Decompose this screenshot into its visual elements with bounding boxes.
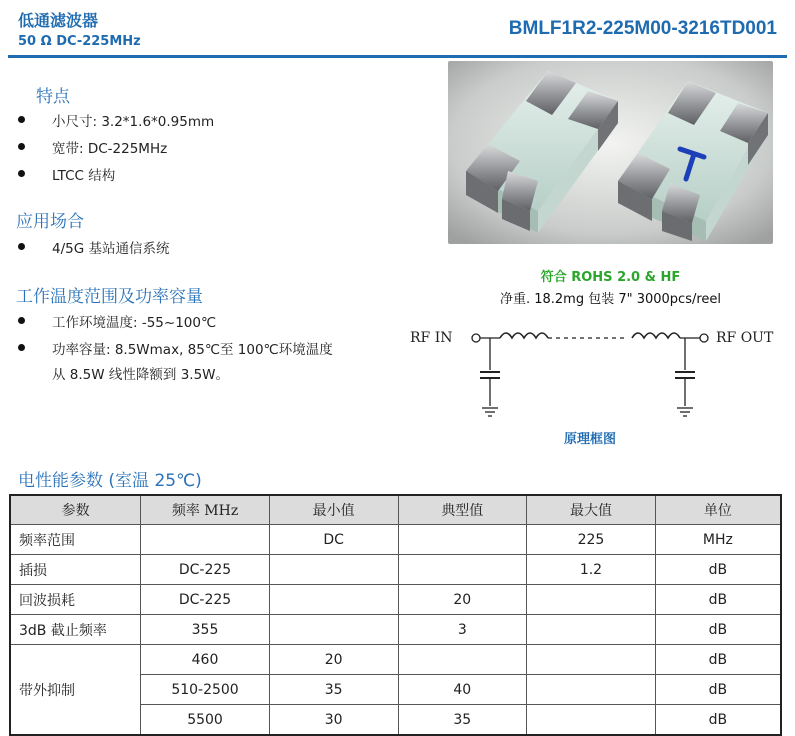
table-cell: 频率范围 <box>10 525 141 555</box>
table-header-row <box>10 495 781 525</box>
table-cell: 225 <box>527 525 656 555</box>
table-cell: 20 <box>269 645 398 675</box>
table-cell <box>141 525 270 555</box>
rf-in-label: RF IN <box>410 330 453 346</box>
schematic-caption: 原理框图 <box>563 432 616 447</box>
table-cell: 3 <box>398 615 527 645</box>
table-cell: 插损 <box>10 555 141 585</box>
table-cell: dB <box>655 585 781 615</box>
bullet-icon <box>18 170 25 177</box>
table-cell <box>269 615 398 645</box>
bullet-icon <box>18 317 25 324</box>
table-cell <box>398 555 527 585</box>
table-row <box>10 645 781 675</box>
table-title: 电性能参数 (室温 25℃) <box>18 471 202 491</box>
table-cell: 5500 <box>141 705 270 736</box>
capacitor-right-icon <box>675 338 695 416</box>
table-cell: 3dB 截止频率 <box>10 615 141 645</box>
table-cell <box>269 585 398 615</box>
rohs-compliance: 符合 ROHS 2.0 & HF <box>540 270 681 285</box>
table-row <box>10 555 781 585</box>
table-cell <box>527 585 656 615</box>
table-cell: dB <box>655 645 781 675</box>
table-cell: dB <box>655 615 781 645</box>
table-cell: DC <box>269 525 398 555</box>
table-cell: 20 <box>398 585 527 615</box>
column-header: 最大值 <box>527 495 656 525</box>
header-divider <box>8 55 787 58</box>
table-row <box>10 585 781 615</box>
table-row <box>10 525 781 555</box>
bullet-icon <box>18 143 25 150</box>
table-cell <box>398 645 527 675</box>
table-cell: 回波损耗 <box>10 585 141 615</box>
features-title: 特点 <box>36 87 70 107</box>
product-photo <box>448 61 773 244</box>
list-item-continuation: 从 8.5W 线性降额到 3.5W。 <box>52 367 230 383</box>
column-header: 参数 <box>10 495 141 525</box>
table-cell: 355 <box>141 615 270 645</box>
schematic-diagram <box>400 318 785 430</box>
column-header: 最小值 <box>269 495 398 525</box>
rf-out-label: RF OUT <box>716 330 774 346</box>
model-number: BMLF1R2-225M00-3216TD001 <box>508 18 777 39</box>
table-cell: MHz <box>655 525 781 555</box>
capacitor-left-icon <box>480 338 500 416</box>
table-cell <box>398 525 527 555</box>
bullet-icon <box>18 116 25 123</box>
column-header: 频率 MHz <box>141 495 270 525</box>
temperature-title: 工作温度范围及功率容量 <box>16 287 203 307</box>
table-cell: 30 <box>269 705 398 736</box>
table-cell: 35 <box>398 705 527 736</box>
table-cell: 510-2500 <box>141 675 270 705</box>
table-cell <box>527 615 656 645</box>
rf-in-port-icon <box>472 334 480 342</box>
rf-out-port-icon <box>700 334 708 342</box>
product-type: 低通滤波器 <box>18 11 99 30</box>
product-spec: 50 Ω DC-225MHz <box>18 34 141 49</box>
table-cell <box>527 705 656 736</box>
column-header: 单位 <box>655 495 781 525</box>
table-cell: 1.2 <box>527 555 656 585</box>
parameters-table <box>9 494 782 736</box>
inductor-right-icon <box>632 333 680 338</box>
applications-title: 应用场合 <box>16 212 84 232</box>
table-cell <box>527 645 656 675</box>
inductor-left-icon <box>500 333 548 338</box>
table-cell: 40 <box>398 675 527 705</box>
table-cell: 35 <box>269 675 398 705</box>
table-cell <box>269 555 398 585</box>
table-cell: 460 <box>141 645 270 675</box>
weight-packaging: 净重. 18.2mg 包装 7" 3000pcs/reel <box>499 292 722 307</box>
column-header: 典型值 <box>398 495 527 525</box>
table-cell: dB <box>655 555 781 585</box>
table-cell: 带外抑制 <box>10 645 141 736</box>
bullet-icon <box>18 243 25 250</box>
table-cell: dB <box>655 675 781 705</box>
table-cell: dB <box>655 705 781 736</box>
table-cell: DC-225 <box>141 585 270 615</box>
bullet-icon <box>18 344 25 351</box>
table-cell <box>527 675 656 705</box>
table-cell: DC-225 <box>141 555 270 585</box>
table-row <box>10 615 781 645</box>
